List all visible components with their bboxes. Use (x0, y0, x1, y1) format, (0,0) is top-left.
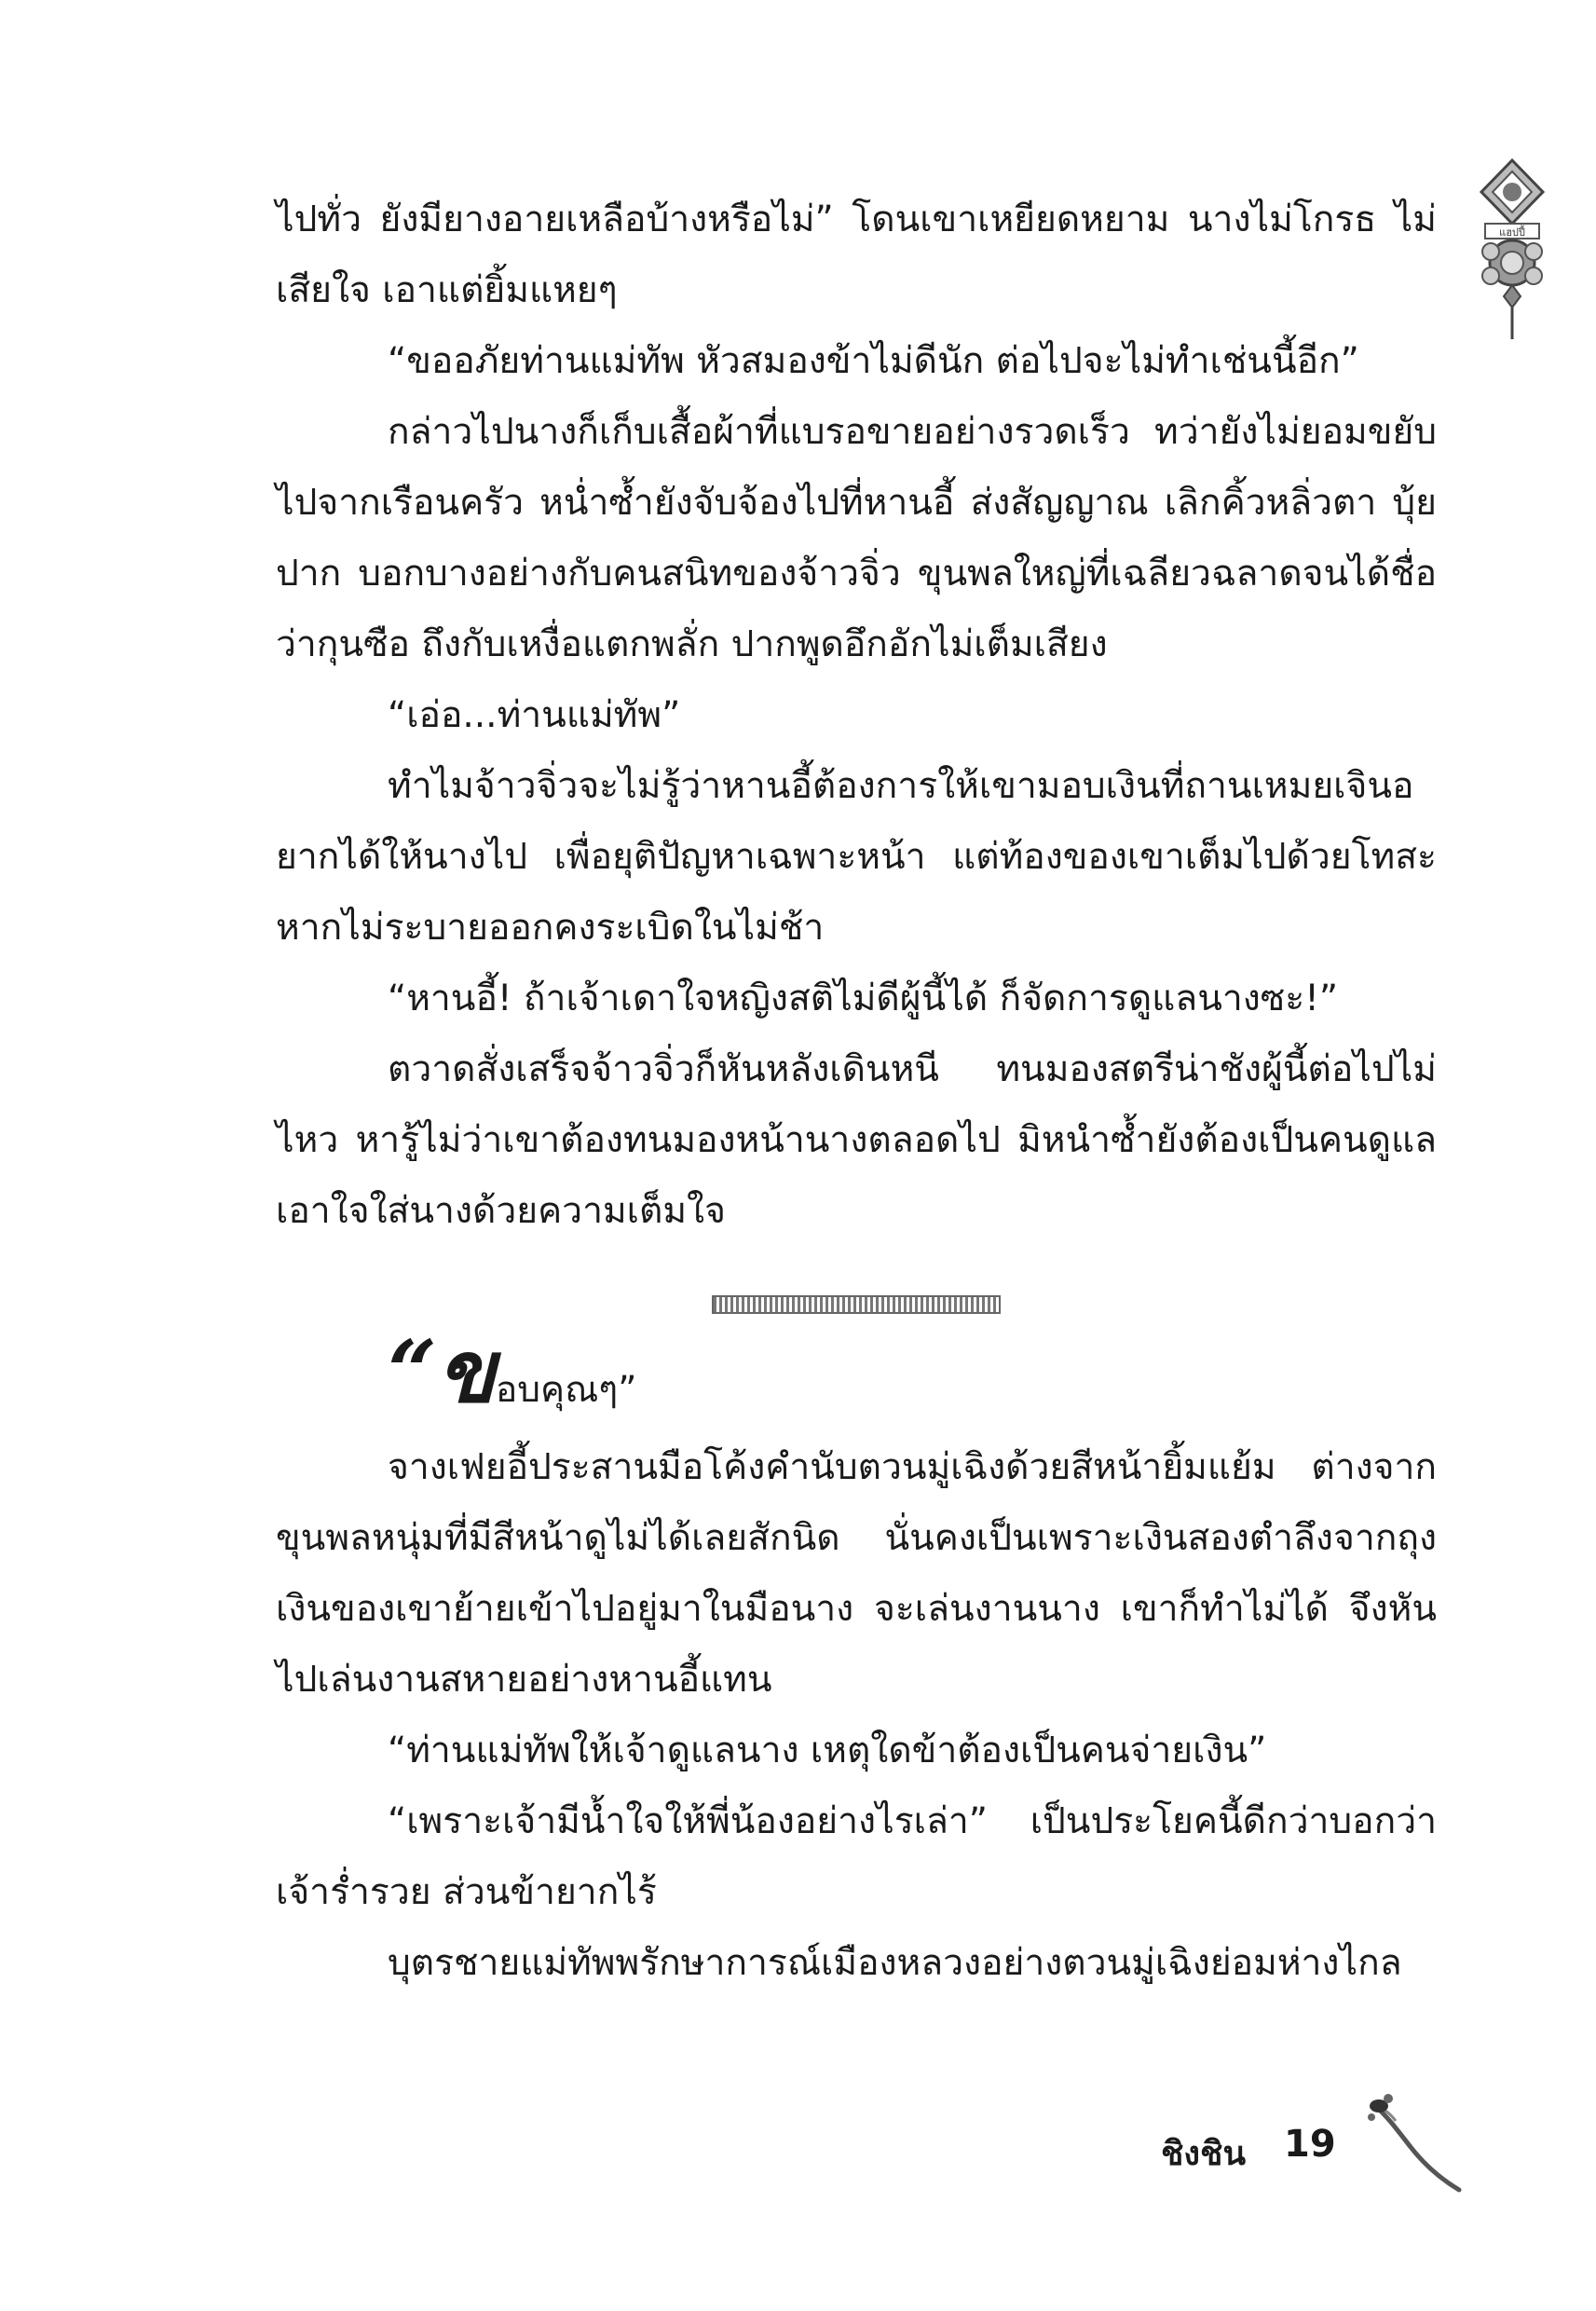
page-footer (1161, 2113, 1468, 2188)
paragraph: “หานอี้! ถ้าเจ้าเดาใจหญิงสติไม่ดีผู้นี้ได้ ก็จัดการดูแลนางซะ!” (388, 978, 1339, 1019)
dropcap-rest: อบคุณๆ” (495, 1369, 637, 1411)
dropcap-quote: “ (388, 1321, 437, 1422)
footer-book-title: ชิงชิน (1161, 2134, 1247, 2173)
top-paragraphs (276, 185, 1437, 1247)
dropcap-paragraph (276, 1321, 1437, 1432)
paragraph: “เพราะเจ้ามีน้ำใจให้พี่น้องอย่างไรเล่า” เป็นประโยคนี้ดีกว่าบอกว่าเจ้าร่ำรวย ส่วนข้ายากไร้ (276, 1800, 1437, 1913)
brush-ornament-icon (1366, 2093, 1468, 2195)
ornament-label: แฮปปี้ (1499, 226, 1525, 239)
paragraph: บุตรชายแม่ทัพพรักษาการณ์เมืองหลวงอย่างตวนมู่เฉิงย่อมห่างไกล (388, 1942, 1402, 1984)
body-text (276, 185, 1437, 1999)
paragraph: “เอ่อ...ท่านแม่ทัพ” (388, 694, 681, 736)
paragraph: ตวาดสั่งเสร็จจ้าวจิ่วก็หันหลังเดินหนี ทนมองสตรีน่าชังผู้นี้ต่อไปไม่ไหว หารู้ไม่ว่าเขาต้องทนมองหน้านางตลอดไป มิหนำซ้ำยังต้องเป็นคนดูแลเอาใจใส่นางด้วยความเต็มใจ (276, 1048, 1437, 1232)
paragraph: “ขออภัยท่านแม่ทัพ หัวสมองข้าไม่ดีนัก ต่อไปจะไม่ทำเช่นนี้อีก” (388, 340, 1359, 382)
paragraph: จางเฟยอี้ประสานมือโค้งคำนับตวนมู่เฉิงด้วยสีหน้ายิ้มแย้ม ต่างจากขุนพลหนุ่มที่มีสีหน้าดูไม่ได้เลยสักนิด นั่นคงเป็นเพราะเงินสองตำลึงจากถุงเงินของเขาย้ายเข้าไปอยู่มาในมือนาง จะเล่นงานนาง เขาก็ทำไม่ได้ จึงหันไปเล่นงานสหายอย่างหานอี้แทน (276, 1446, 1437, 1701)
page-number: 19 (1284, 2123, 1336, 2166)
paragraph: ทำไมจ้าวจิ่วจะไม่รู้ว่าหานอี้ต้องการให้เขามอบเงินที่ถานเหมยเจินอยากได้ให้นางไป เพื่อยุติปัญหาเฉพาะหน้า แต่ท้องของเขาเต็มไปด้วยโทสะ หากไม่ระบายออกคงระเบิดในไม่ช้า (276, 765, 1437, 949)
bottom-paragraphs (276, 1432, 1437, 1999)
paragraph: ไปทั่ว ยังมียางอายเหลือบ้างหรือไม่” โดนเขาเหยียดหยาม นางไม่โกรธ ไม่เสียใจ เอาแต่ยิ้มแหยๆ (276, 198, 1437, 311)
emblem-ornament-icon (1472, 157, 1552, 343)
paragraph: กล่าวไปนางก็เก็บเสื้อผ้าที่แบรอขายอย่างรวดเร็ว ทว่ายังไม่ยอมขยับไปจากเรือนครัว หน่ำซ้ำยังจับจ้องไปที่หานอี้ ส่งสัญญาณ เลิกคิ้วหลิ่วตา บุ้ยปาก บอกบางอย่างกับคนสนิทของจ้าวจิ่ว ขุนพลใหญ่ที่เฉลียวฉลาดจนได้ชื่อว่ากุนซือ ถึงกับเหงื่อแตกพลั่ก ปากพูดอึกอักไม่เต็มเสียง (276, 411, 1437, 665)
section-divider (712, 1295, 1001, 1314)
paragraph: “ท่านแม่ทัพให้เจ้าดูแลนาง เหตุใดข้าต้องเป็นคนจ่ายเงิน” (388, 1730, 1267, 1771)
dropcap-letter: ข (436, 1321, 496, 1422)
